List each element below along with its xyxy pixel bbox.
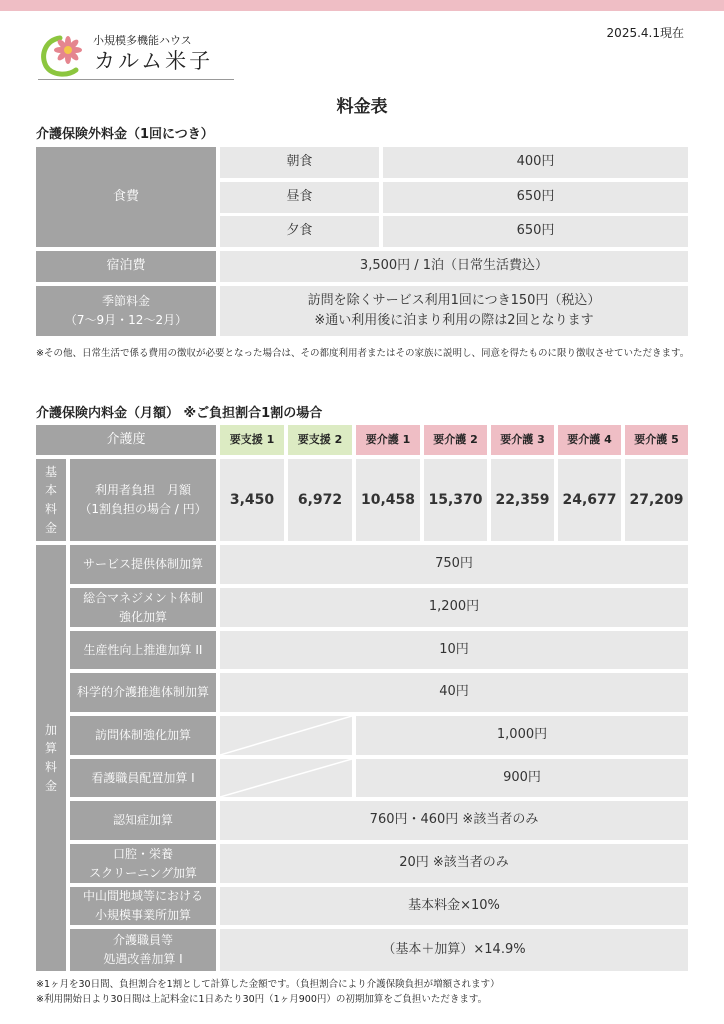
addition-group-label (36, 545, 66, 971)
basic-value-support-1: 3,450 (220, 459, 284, 541)
level-care-4: 要介護 4 (558, 425, 621, 455)
basic-label-cell (70, 459, 216, 541)
basic-group-char: 本 (44, 483, 57, 498)
season-value-note: ※通い利用後に泊まり利用の際は2回となります (314, 313, 594, 328)
addition-label-line: 介護職員等 (112, 933, 173, 948)
addition-label-line: 処遇改善加算 I (103, 952, 183, 966)
meal-name-dinner: 夕食 (220, 216, 379, 247)
addition-label (70, 929, 216, 971)
addition-value: 10円 (220, 631, 688, 669)
addition-label (70, 588, 216, 627)
addition-label-line: 看護職員配置加算 I (91, 770, 195, 785)
addition-value: 20円 ※該当者のみ (220, 844, 688, 883)
season-label: 季節料金 (101, 294, 150, 309)
addition-label-line: 生産性向上推進加算 II (83, 642, 203, 657)
meal-price-dinner: 650円 (383, 216, 688, 247)
meal-name-lunch: 昼食 (220, 182, 379, 213)
addition-group-char: 加 (44, 722, 57, 737)
addition-value: 900円 (356, 759, 688, 797)
addition-label-line: 小規模事業所加算 (94, 908, 191, 922)
addition-label-line: 科学的介護推進体制加算 (76, 685, 209, 700)
logo-subtitle: 小規模多機能ハウス (93, 34, 192, 47)
basic-group-label (36, 459, 66, 541)
addition-label-line: 口腔・栄養 (112, 846, 173, 861)
basic-value-support-2: 6,972 (288, 459, 352, 541)
addition-group-char: 料 (44, 760, 57, 774)
addition-label (70, 673, 216, 712)
not-applicable-cell (220, 716, 352, 755)
addition-label-line: 中山間地域等における (82, 889, 203, 904)
addition-label-line: 認知症加算 (112, 813, 173, 828)
addition-label-line: サービス提供体制加算 (82, 557, 203, 572)
season-value-cell (220, 286, 688, 336)
addition-label-line: スクリーニング加算 (89, 865, 197, 880)
level-care-3: 要介護 3 (491, 425, 554, 455)
level-support-2: 要支援 2 (288, 425, 352, 455)
season-label-period: （7〜9月・12〜2月） (64, 313, 188, 327)
inside-notes (36, 977, 696, 1007)
addition-label-line: 訪問体制強化加算 (94, 728, 191, 743)
addition-value: 760円・460円 ※該当者のみ (220, 801, 688, 840)
addition-label-line: 強化加算 (118, 609, 167, 624)
addition-value: （基本＋加算）×14.9% (220, 929, 688, 971)
basic-value-care-1: 10,458 (356, 459, 420, 541)
basic-group-char: 金 (44, 520, 57, 535)
logo-name: カルム米子 (94, 49, 214, 73)
basic-label-note: （1割負担の場合 / 円） (79, 502, 207, 516)
basic-value-care-3: 22,359 (491, 459, 554, 541)
addition-value: 1,200円 (220, 588, 688, 627)
addition-label-line: 総合マネジメント体制 (83, 590, 203, 605)
season-label-cell (36, 286, 216, 336)
level-care-1: 要介護 1 (356, 425, 420, 455)
addition-label (70, 631, 216, 669)
meal-label: 食費 (36, 147, 216, 247)
addition-group-char: 金 (44, 778, 57, 793)
diagonal-line-icon (220, 759, 352, 797)
basic-value-care-4: 24,677 (558, 459, 621, 541)
outside-insurance-heading: 介護保険外料金（1回につき） (36, 127, 214, 142)
stay-label: 宿泊費 (36, 251, 216, 282)
level-care-2: 要介護 2 (424, 425, 487, 455)
meal-name-breakfast: 朝食 (220, 147, 379, 178)
date-label: 2025.4.1現在 (606, 26, 684, 40)
addition-label (70, 844, 216, 883)
basic-group-char: 基 (44, 464, 57, 479)
inside-insurance-heading: 介護保険内料金（月額） ※ご負担割合1割の場合 (36, 406, 323, 421)
level-care-5: 要介護 5 (625, 425, 688, 455)
addition-label (70, 545, 216, 584)
stay-value: 3,500円 / 1泊（日常生活費込） (220, 251, 688, 282)
top-accent-bar (0, 0, 724, 11)
page-title: 料金表 (336, 97, 388, 117)
inside-note-line: ※利用開始日より30日間は上記料金に1日あたり30円（1ヶ月900円）の初期加算をご負担いただきます。 (36, 994, 488, 1006)
addition-label (70, 759, 216, 797)
meal-price-breakfast: 400円 (383, 147, 688, 178)
addition-value: 40円 (220, 673, 688, 712)
basic-value-care-2: 15,370 (424, 459, 487, 541)
diagonal-line-icon (220, 716, 352, 755)
inside-note-line: ※1ヶ月を30日間、負担割合を1割として計算した金額です。（負担割合により介護保険負担が増額されます） (36, 979, 500, 990)
meal-price-lunch: 650円 (383, 182, 688, 213)
addition-value: 基本料金×10% (220, 887, 688, 925)
addition-value: 750円 (220, 545, 688, 584)
season-value: 訪問を除くサービス利用1回につき150円（税込） (307, 292, 601, 308)
flower-logo-icon (38, 30, 90, 78)
addition-label (70, 801, 216, 840)
addition-label (70, 716, 216, 755)
logo (38, 30, 234, 80)
basic-label: 利用者負担 月額 (94, 483, 191, 498)
outside-note: ※その他、日常生活で係る費用の徴収が必要となった場合は、その都度利用者またはその家族に説明し、同意を得たものに限り徴収させていただきます。 (36, 348, 690, 359)
addition-group-char: 算 (44, 741, 57, 756)
level-header: 介護度 (36, 425, 216, 455)
level-support-1: 要支援 1 (220, 425, 284, 455)
basic-group-char: 料 (44, 502, 57, 516)
addition-value: 1,000円 (356, 716, 688, 755)
basic-value-care-5: 27,209 (625, 459, 688, 541)
addition-label (70, 887, 216, 925)
not-applicable-cell (220, 759, 352, 797)
